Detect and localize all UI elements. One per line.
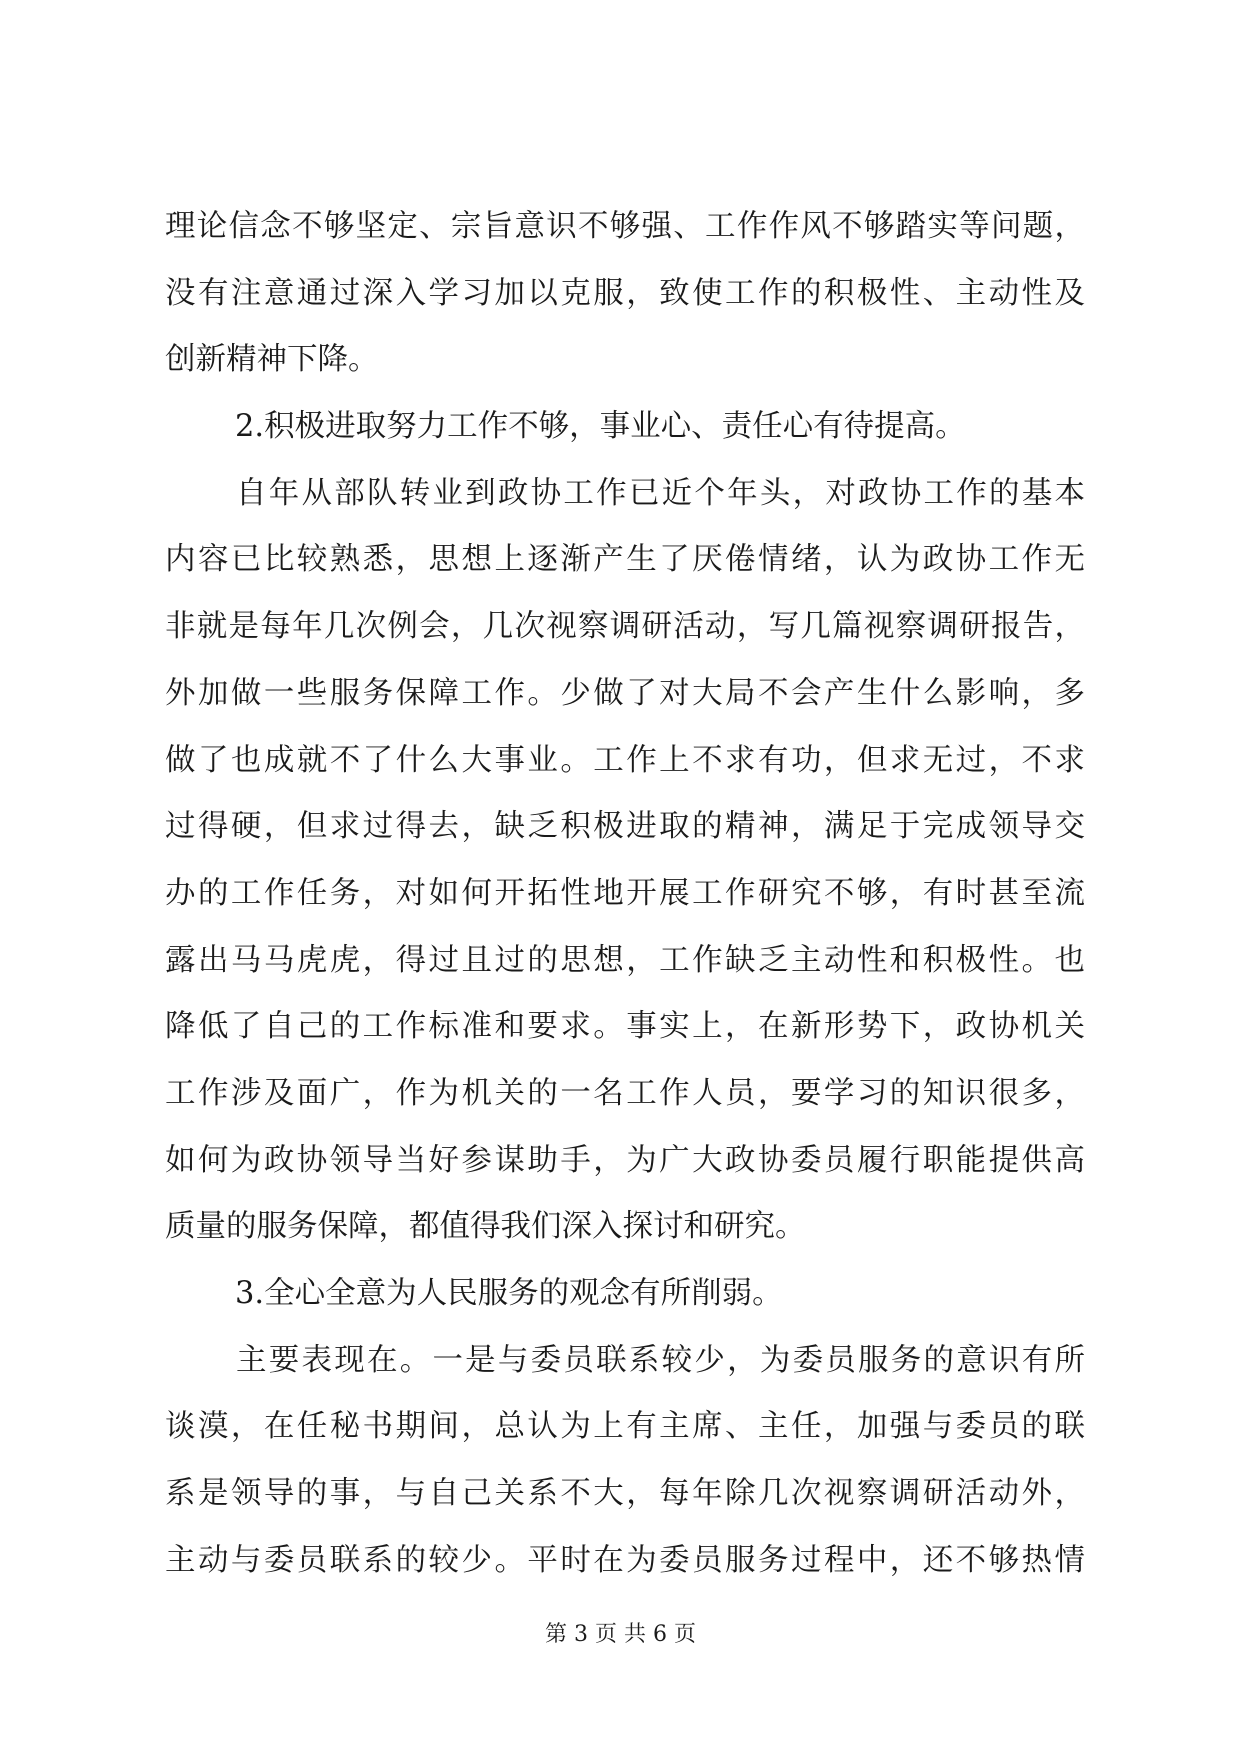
body-text	[165, 194, 1085, 1594]
text-line: 露出马马虎虎，得过且过的思想，工作缺乏主动性和积极性。也	[165, 942, 1085, 978]
section-heading-3: 3.全心全意为人民服务的观念有所削弱。	[235, 1276, 783, 1311]
text-line: 降低了自己的工作标准和要求。事实上，在新形势下，政协机关	[165, 1009, 1085, 1045]
text-line: 系是领导的事，与自己关系不大，每年除几次视察调研活动外，	[165, 1476, 1085, 1512]
text-line: 做了也成就不了什么大事业。工作上不求有功，但求无过，不求	[165, 742, 1085, 778]
text-line: 如何为政协领导当好参谋助手，为广大政协委员履行职能提供高	[165, 1142, 1085, 1178]
text-line: 内容已比较熟悉，思想上逐渐产生了厌倦情绪，认为政协工作无	[165, 542, 1085, 578]
text-line: 外加做一些服务保障工作。少做了对大局不会产生什么影响，多	[165, 675, 1085, 711]
text-line: 工作涉及面广，作为机关的一名工作人员，要学习的知识很多，	[165, 1075, 1085, 1111]
page-footer: 第 3 页 共 6 页	[545, 1622, 696, 1647]
text-line: 自年从部队转业到政协工作已近个年头，对政协工作的基本	[236, 475, 1085, 511]
section-heading-2: 2.积极进取努力工作不够，事业心、责任心有待提高。	[235, 409, 966, 445]
text-line: 主要表现在。一是与委员联系较少，为委员服务的意识有所	[236, 1342, 1085, 1378]
text-line: 非就是每年几次例会，几次视察调研活动，写几篇视察调研报告，	[165, 609, 1085, 645]
text-line: 过得硬，但求过得去，缺乏积极进取的精神，满足于完成领导交	[165, 809, 1085, 845]
text-line: 主动与委员联系的较少。平时在为委员服务过程中，还不够热情	[165, 1542, 1085, 1578]
text-line: 创新精神下降。	[165, 342, 379, 378]
text-line: 谈漠，在任秘书期间，总认为上有主席、主任，加强与委员的联	[165, 1409, 1085, 1445]
text-line: 理论信念不够坚定、宗旨意识不够强、工作作风不够踏实等问题，	[165, 209, 1085, 244]
text-line: 办的工作任务，对如何开拓性地开展工作研究不够，有时甚至流	[165, 875, 1085, 911]
text-line: 质量的服务保障，都值得我们深入探讨和研究。	[165, 1209, 806, 1245]
text-line: 没有注意通过深入学习加以克服，致使工作的积极性、主动性及	[165, 275, 1085, 311]
